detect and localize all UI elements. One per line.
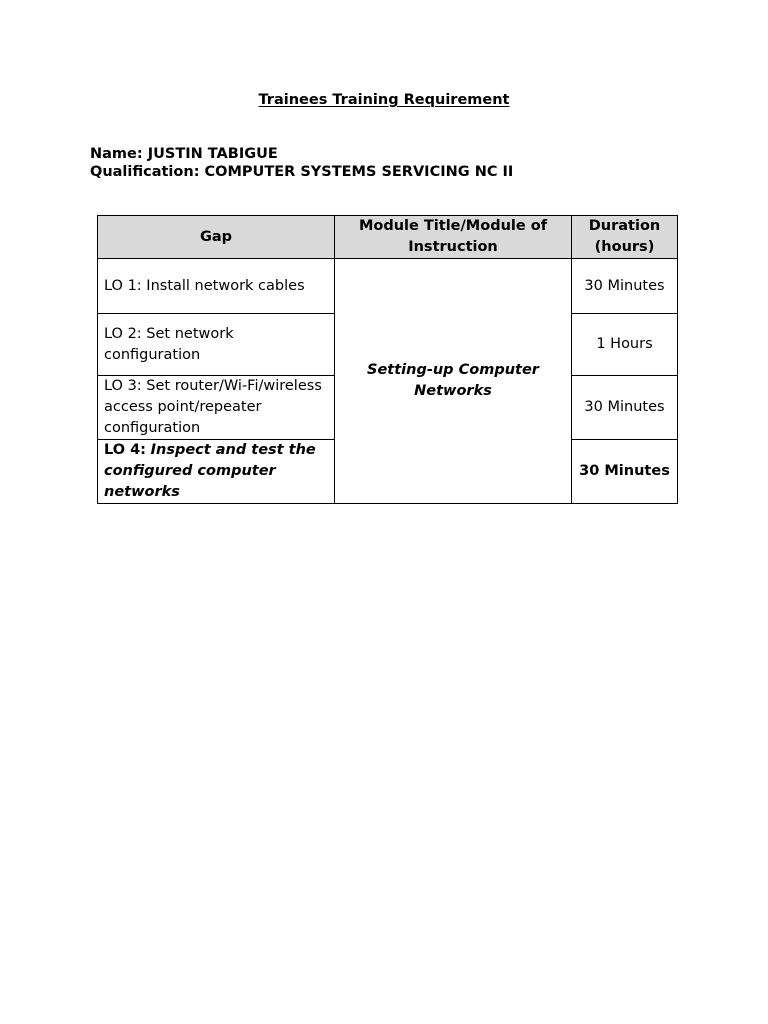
header-duration: Duration (hours): [572, 216, 678, 259]
training-requirement-table: [97, 215, 678, 504]
table-header-row: [98, 216, 678, 259]
trainee-qualification: Qualification: COMPUTER SYSTEMS SERVICING NC II: [90, 164, 514, 180]
gap-cell: LO 1: Install network cables: [98, 259, 335, 314]
gap-cell: [98, 440, 335, 504]
duration-cell: 30 Minutes: [572, 440, 678, 504]
document-title: Trainees Training Requirement: [258, 92, 510, 108]
header-module: Module Title/Module of Instruction: [335, 216, 572, 259]
gap-cell: LO 3: Set router/Wi-Fi/wireless access point/repeater configuration: [98, 376, 335, 440]
duration-cell: 1 Hours: [572, 314, 678, 376]
trainee-info: [90, 145, 513, 181]
gap-cell: LO 2: Set network configuration: [98, 314, 335, 376]
trainee-name: Name: JUSTIN TABIGUE: [90, 146, 278, 162]
module-title-cell: Setting-up Computer Networks: [335, 259, 572, 504]
lo-description: Inspect and test the configured computer networks: [104, 442, 316, 500]
duration-cell: 30 Minutes: [572, 376, 678, 440]
duration-cell: 30 Minutes: [572, 259, 678, 314]
header-gap: Gap: [98, 216, 335, 259]
lo-number: LO 4:: [104, 442, 146, 458]
table-row: [98, 259, 678, 314]
